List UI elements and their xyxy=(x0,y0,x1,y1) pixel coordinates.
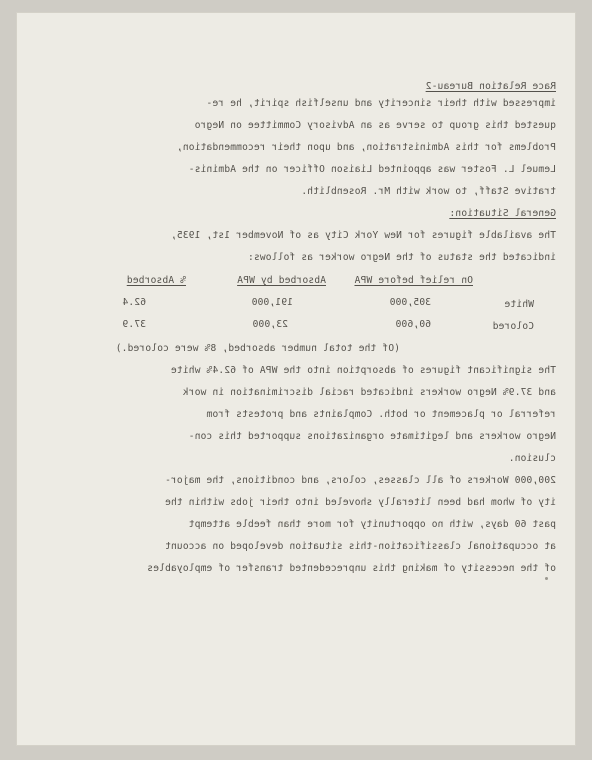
table-header-absorbed: Absorbed by WPA xyxy=(237,275,326,286)
para2-line-1: The available figures for New York City as of November 1st, 1935, xyxy=(170,230,556,241)
para1-line-2: quested this group to serve as an Advisory Committee on Negro xyxy=(194,120,556,131)
table-cell-relief: 60,600 xyxy=(395,319,431,330)
para1-line-1: impressed with their sincerity and unselfish spirit, he re- xyxy=(206,98,556,109)
para4-line-3: past 60 days, with no opportunity for more than feeble attempt xyxy=(188,519,556,530)
table-cell-absorbed: 23,000 xyxy=(252,319,288,330)
para1-line-4: Lemuel L. Foster was appointed Liaison Officer on the Adminis- xyxy=(188,164,556,175)
table-cell-absorbed: 191,000 xyxy=(251,297,293,308)
para2-line-2: indicated the status of the Negro worker as follows: xyxy=(247,252,556,263)
table-row-label: Colored xyxy=(492,321,534,332)
table-header-pct: % Absorbed xyxy=(126,275,186,286)
table-cell-pct: 37.9 xyxy=(122,319,146,330)
table-cell-pct: 62.4 xyxy=(122,297,146,308)
table-row-label: White xyxy=(504,299,534,310)
para3-line-5: clusion. xyxy=(508,453,556,464)
table-cell-relief: 305,000 xyxy=(389,297,431,308)
para3-line-4: Negro workers and legitimate organizations supported this con- xyxy=(188,431,556,442)
para4-line-5: of the necessity of making this unprecedented transfer of employables xyxy=(147,563,556,574)
mirrored-typed-text xyxy=(16,12,576,746)
para4-line-2: ity of whom had been literally shoveled into their jobs within the xyxy=(164,497,556,508)
para3-line-3: referral or placement or both. Complaints and protests from xyxy=(206,409,556,420)
table-note: (Of the total number absorbed, 8% were colored.) xyxy=(115,343,400,354)
para4-line-4: at occupational classification-this situation developed on account xyxy=(164,541,556,552)
table-header-relief: On relief before WPA xyxy=(354,275,473,286)
para1-line-5: trative Staff, to work with Mr. Rosenblith. xyxy=(301,186,556,197)
section-title: General Situation: xyxy=(449,208,556,219)
page-header: Race Relation Bureau-2 xyxy=(425,81,556,92)
para3-line-2: and 37.9% Negro workers indicated racial discrimination in work xyxy=(182,387,556,398)
paper-sheet xyxy=(16,12,576,746)
paper-speck xyxy=(545,577,548,580)
para4-line-1: 200,000 Workers of all classes, colors, and conditions, the major- xyxy=(164,475,556,486)
para1-line-3: Problems for this Administration, and upon their recommendation, xyxy=(176,142,556,153)
para3-line-1: The significant figures of absorption into the WPA of 62.4% white xyxy=(170,365,556,376)
